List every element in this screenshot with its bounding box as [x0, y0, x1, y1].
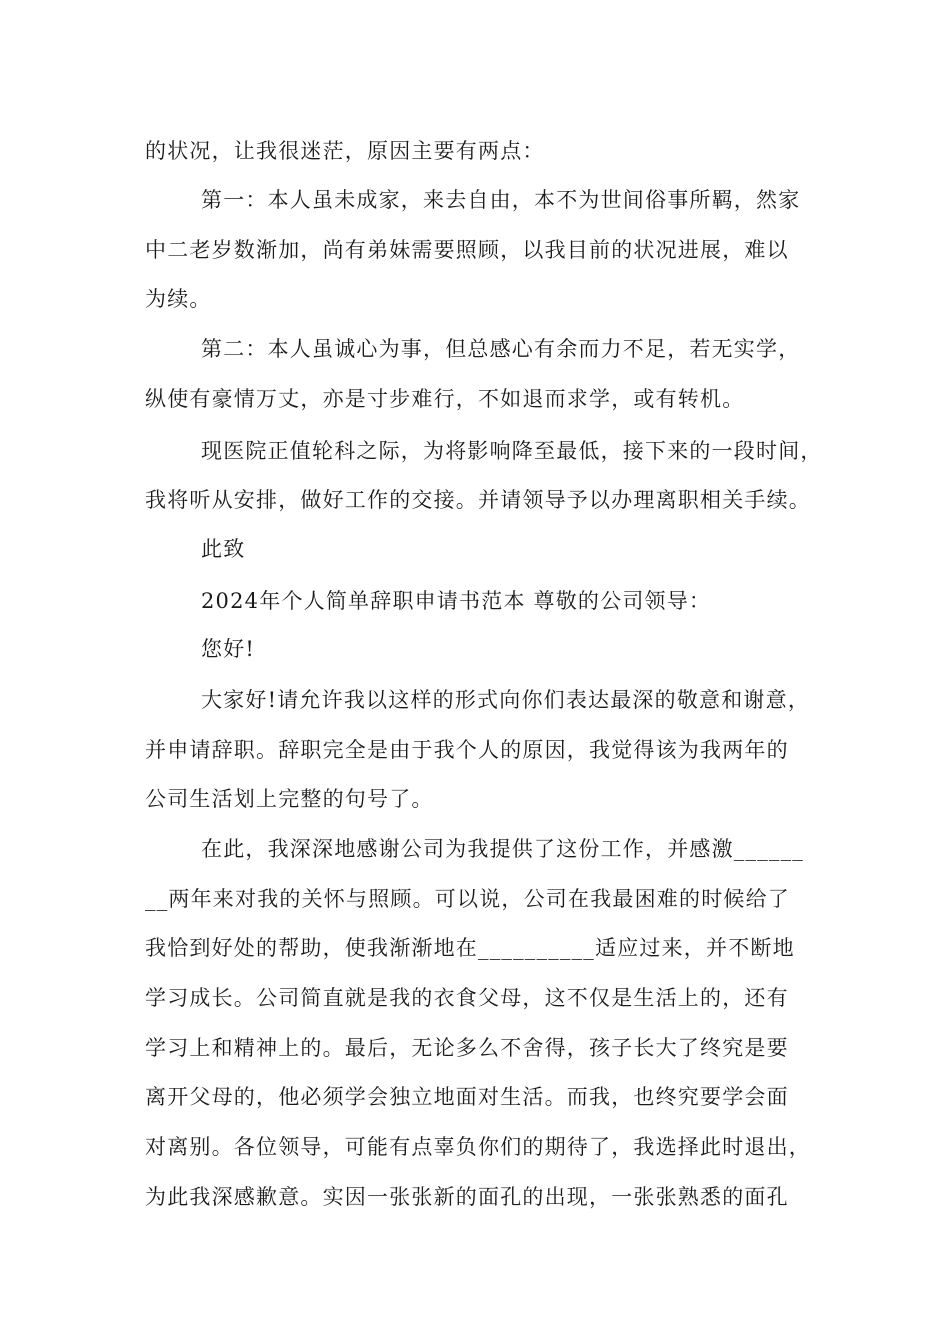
text-line: 您好! [201, 637, 256, 661]
text-line: 第一：本人虽未成家，来去自由，本不为世间俗事所羁，然家 [201, 188, 801, 212]
text-line: 现医院正值轮科之际，为将影响降至最低，接下来的一段时间， [201, 439, 823, 463]
text-line: 我将听从安排，做好工作的交接。并请领导予以办理离职相关手续。 [145, 488, 811, 512]
text-line: 纵使有豪情万丈，亦是寸步难行，不如退而求学，或有转机。 [145, 387, 745, 411]
text-line: 离开父母的，他必须学会独立地面对生活。而我，也终究要学会面 [145, 1085, 789, 1109]
text-line: 第二：本人虽诚心为事，但总感心有余而力不足，若无实学， [201, 337, 801, 361]
text-line: 2024年个人简单辞职申请书范本 尊敬的公司领导： [201, 589, 712, 613]
text-line: 中二老岁数渐加，尚有弟妹需要照顾，以我目前的状况进展，难以 [145, 238, 789, 262]
text-line: 的状况，让我很迷茫，原因主要有两点： [145, 139, 545, 163]
text-line: 此致 [201, 537, 246, 561]
text-line: 对离别。各位领导，可能有点辜负你们的期待了，我选择此时退出， [145, 1135, 811, 1159]
text-line: 学习成长。公司简直就是我的衣食父母，这不仅是生活上的，还有 [145, 986, 789, 1010]
text-line: 学习上和精神上的。最后，无论多么不舍得，孩子长大了终究是要 [145, 1036, 789, 1060]
text-line: 在此，我深深地感谢公司为我提供了这份工作，并感激______ [201, 837, 804, 861]
text-line: 并申请辞职。辞职完全是由于我个人的原因，我觉得该为我两年的 [145, 738, 789, 762]
text-line: 大家好!请允许我以这样的形式向你们表达最深的敬意和谢意， [201, 688, 811, 712]
text-line: 公司生活划上完整的句号了。 [145, 787, 434, 811]
text-line: 为此我深感歉意。实因一张张新的面孔的出现，一张张熟悉的面孔 [145, 1185, 789, 1209]
text-line: __两年来对我的关怀与照顾。可以说，公司在我最困难的时候给了 [145, 887, 790, 911]
text-line: 我恰到好处的帮助，使我渐渐地在__________适应过来，并不断地 [145, 936, 795, 960]
text-line: 为续。 [145, 287, 212, 311]
